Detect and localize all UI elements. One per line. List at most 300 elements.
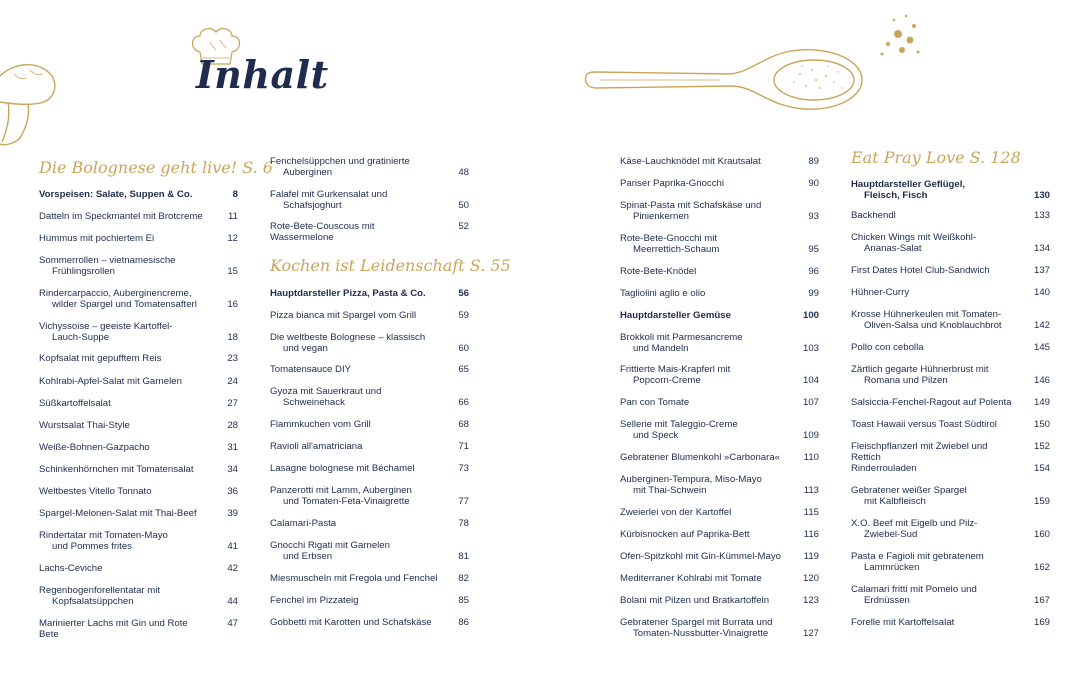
entry-title-line: Tagliolini aglio e olio (620, 288, 706, 299)
page-number: 159 (1033, 496, 1050, 507)
toc-entry (620, 397, 819, 408)
entry-title-line: Weltbestes Vitello Tonnato (39, 486, 152, 497)
toc-entry (620, 529, 819, 540)
toc-entry (39, 211, 238, 222)
entry-title-line: Fleischpflanzerl mit Zwiebel und Rettich (851, 441, 988, 463)
entry-title-line: Hauptdarsteller Geflügel, (851, 179, 966, 190)
entry-title (39, 464, 238, 475)
entry-title (620, 200, 819, 222)
toc-entry (270, 463, 469, 474)
entry-title-line: Rote-Bete-Couscous mit Wassermelone (270, 221, 375, 243)
bubbles-icon (872, 10, 928, 66)
toc-entry (39, 530, 238, 552)
toc-entry (270, 386, 469, 408)
entry-title-line: Gebratener Blumenkohl »Carbonara« (620, 452, 780, 463)
entry-title (270, 573, 469, 584)
entry-title-line: Chicken Wings mit Weißkohl- (851, 232, 977, 243)
mushroom-icon (0, 54, 60, 149)
page-number: 11 (228, 211, 238, 222)
page-number: 95 (808, 244, 819, 255)
toc-entry (270, 485, 469, 507)
entry-title (620, 233, 819, 255)
page-number: 119 (803, 551, 819, 562)
entry-title (39, 353, 238, 364)
toc-chapter (270, 288, 469, 299)
section-heading: Die Bolognese geht live! S. 6 (39, 158, 273, 177)
toc-entry (39, 585, 238, 607)
page-number: 56 (458, 288, 469, 299)
toc-entry (270, 310, 469, 321)
entry-title-line: und Tomaten-Feta-Vinaigrette (283, 496, 410, 507)
entry-title (39, 420, 238, 431)
entry-title-line: Hauptdarsteller Pizza, Pasta & Co. (270, 288, 426, 299)
entry-title-line: Frittierte Mais-Krapferl mit (620, 364, 731, 375)
entry-title-line: Ofen-Spitzkohl mit Gin-Kümmel-Mayo (620, 551, 782, 562)
entry-title-line: Hummus mit pochiertem Ei (39, 233, 155, 244)
entry-title-line: Tomatensauce DIY (270, 364, 352, 375)
entry-title-line: Rindertatar mit Tomaten-Mayo (39, 530, 168, 541)
entry-title-line: Rindercarpaccio, Auberginencreme, (39, 288, 192, 299)
entry-title (851, 287, 1050, 298)
entry-title (270, 288, 469, 299)
page-number: 133 (1033, 210, 1050, 221)
toc-entry (851, 287, 1050, 298)
page-number: 137 (1033, 265, 1050, 276)
page-number: 162 (1033, 562, 1050, 573)
entry-title-line: Hühner-Curry (851, 287, 910, 298)
toc-entry (39, 233, 238, 244)
entry-title-line: und Erbsen (283, 551, 333, 562)
entry-title-line: Datteln im Speckmantel mit Brotcreme (39, 211, 203, 222)
entry-title-line: Frühlingsrollen (52, 266, 115, 277)
toc-entry (620, 332, 819, 354)
entry-title (39, 288, 238, 310)
toc-entry (270, 441, 469, 452)
entry-title (270, 518, 469, 529)
toc-entry (39, 353, 238, 364)
entry-title-line: Ravioli all'amatriciana (270, 441, 363, 452)
entry-title (620, 397, 819, 408)
toc-entry (851, 518, 1050, 540)
entry-title-line: und Pommes frites (52, 541, 132, 552)
page-number: 24 (227, 376, 238, 387)
toc-entry (270, 156, 469, 178)
entry-title-line: Pollo con cebolla (851, 342, 924, 353)
entry-title (851, 518, 1050, 540)
entry-title-line: Gyoza mit Sauerkraut und (270, 386, 382, 397)
toc-entry (39, 508, 238, 519)
page-number: 66 (458, 397, 469, 408)
page-number: 89 (808, 156, 819, 167)
entry-title-line: Gebratener Spargel mit Burrata und (620, 617, 773, 628)
page-number: 154 (1033, 463, 1050, 474)
toc-entry (851, 342, 1050, 353)
entry-title (39, 618, 238, 640)
page-number: 109 (802, 430, 819, 441)
toc-entry (851, 551, 1050, 573)
entry-title-line: Rote-Bete-Knödel (620, 266, 697, 277)
entry-title (620, 529, 819, 540)
entry-title-line: Kohlrabi-Apfel-Salat mit Garnelen (39, 376, 182, 387)
page-number: 23 (227, 353, 238, 364)
entry-title-line: Backhendl (851, 210, 896, 221)
toc-entry (39, 486, 238, 497)
page-number: 145 (1033, 342, 1050, 353)
page-number: 103 (802, 343, 819, 354)
toc-entry (620, 233, 819, 255)
toc-entry (270, 573, 469, 584)
toc-entry (620, 507, 819, 518)
entry-title (620, 595, 819, 606)
toc-entry (39, 398, 238, 409)
entry-title-line: Fleisch, Fisch (864, 190, 928, 201)
toc-entry (851, 232, 1050, 254)
entry-title-line: Gobbetti mit Karotten und Schafskäse (270, 617, 432, 628)
entry-title (270, 332, 469, 354)
page-number: 18 (227, 332, 238, 343)
entry-title-line: Mediterraner Kohlrabi mit Tomate (620, 573, 762, 584)
page-number: 77 (458, 496, 469, 507)
entry-title-line: Kopfsalat mit gepufftem Reis (39, 353, 162, 364)
page-number: 134 (1033, 243, 1050, 254)
entry-title-line: Calamari fritti mit Pomelo und (851, 584, 977, 595)
entry-title (270, 617, 469, 628)
entry-title-line: Rote-Bete-Gnocchi mit (620, 233, 718, 244)
entry-title (851, 617, 1050, 628)
entry-title-line: mit Thai-Schwein (633, 485, 707, 496)
toc-entry (620, 551, 819, 562)
entry-title-line: Auberginen (283, 167, 333, 178)
page-number: 167 (1033, 595, 1050, 606)
page-number: 152 (1033, 441, 1050, 452)
entry-title (39, 376, 238, 387)
entry-title-line: Spinat-Pasta mit Schafskäse und (620, 200, 762, 211)
entry-title-line: Panzerotti mit Lamm, Auberginen (270, 485, 412, 496)
entry-title-line: Calamari-Pasta (270, 518, 337, 529)
page-number: 48 (458, 167, 469, 178)
page-number: 90 (808, 178, 819, 189)
page-number: 36 (227, 486, 238, 497)
entry-title (270, 540, 469, 562)
page-number: 160 (1033, 529, 1050, 540)
entry-title (270, 485, 469, 507)
toc-entry (270, 617, 469, 628)
entry-title (39, 398, 238, 409)
entry-title-line: Tomaten-Nussbutter-Vinaigrette (633, 628, 769, 639)
entry-title (851, 342, 1050, 353)
entry-title-line: Ananas-Salat (864, 243, 922, 254)
entry-title (39, 321, 238, 343)
toc-entry (270, 221, 469, 243)
entry-title-line: Schafsjoghurt (283, 200, 342, 211)
toc-entry (270, 364, 469, 375)
page-number: 52 (458, 221, 469, 232)
entry-title-line: Kürbisnocken auf Paprika-Bett (620, 529, 750, 540)
entry-title-line: Lasagne bolognese mit Béchamel (270, 463, 415, 474)
page-number: 140 (1033, 287, 1050, 298)
entry-title (39, 530, 238, 552)
entry-title-line: Krosse Hühnerkeulen mit Tomaten- (851, 309, 1002, 320)
toc-entry (270, 189, 469, 211)
section-heading: Eat Pray Love S. 128 (851, 148, 1021, 167)
toc-entry (620, 474, 819, 496)
entry-title (620, 573, 819, 584)
toc-entry (851, 210, 1050, 221)
entry-title-line: Hauptdarsteller Gemüse (620, 310, 731, 321)
entry-title-line: Fenchel im Pizzateig (270, 595, 359, 606)
toc-entry (39, 255, 238, 277)
toc-entry (270, 540, 469, 562)
toc-entry (851, 419, 1050, 430)
entry-title-line: Pinienkernen (633, 211, 690, 222)
entry-title-line: Sellerie mit Taleggio-Creme (620, 419, 738, 430)
page-number: 150 (1033, 419, 1050, 430)
toc-entry (851, 584, 1050, 606)
entry-title (851, 463, 1050, 474)
entry-title-line: Schinkenhörnchen mit Tomatensalat (39, 464, 194, 475)
toc-entry (620, 178, 819, 189)
toc-entry (39, 442, 238, 453)
page-number: 27 (227, 398, 238, 409)
entry-title-line: Pizza bianca mit Spargel vom Grill (270, 310, 417, 321)
toc-entry (620, 156, 819, 167)
page-number: 123 (802, 595, 819, 606)
entry-title-line: Pan con Tomate (620, 397, 690, 408)
entry-title-line: Zwiebel-Sud (864, 529, 918, 540)
entry-title-line: Spargel-Melonen-Salat mit Thai-Beef (39, 508, 197, 519)
toc-entry (39, 376, 238, 387)
entry-title-line: Salsiccia-Fenchel-Ragout auf Polenta (851, 397, 1012, 408)
entry-title (851, 441, 1050, 463)
page-number: 99 (808, 288, 819, 299)
entry-title-line: Forelle mit Kartoffelsalat (851, 617, 955, 628)
entry-title-line: Vichyssoise – geeiste Kartoffel- (39, 321, 173, 332)
page-number: 107 (802, 397, 819, 408)
entry-title (270, 463, 469, 474)
toc-entry (620, 573, 819, 584)
entry-title-line: Käse-Lauchknödel mit Krautsalat (620, 156, 761, 167)
entry-title-line: Lammrücken (864, 562, 920, 573)
entry-title-line: Falafel mit Gurkensalat und (270, 189, 388, 200)
page-number: 104 (802, 375, 819, 386)
page-number: 42 (227, 563, 238, 574)
entry-title-line: First Dates Hotel Club-Sandwich (851, 265, 990, 276)
page-number: 12 (227, 233, 238, 244)
entry-title (851, 210, 1050, 221)
toc-entry (851, 265, 1050, 276)
entry-title (851, 232, 1050, 254)
entry-title-line: Pariser Paprika-Gnocchi (620, 178, 724, 189)
page-number: 86 (458, 617, 469, 628)
page-number: 93 (808, 211, 819, 222)
page-number: 142 (1033, 320, 1050, 331)
entry-title (620, 310, 819, 321)
page-number: 116 (803, 529, 819, 540)
toc-entry (851, 364, 1050, 386)
toc-entry (39, 321, 238, 343)
entry-title (620, 266, 819, 277)
page-number: 78 (458, 518, 469, 529)
toc-entry (620, 419, 819, 441)
entry-title (620, 419, 819, 441)
page-number: 68 (458, 419, 469, 430)
page-number: 73 (458, 463, 469, 474)
entry-title (620, 452, 819, 463)
entry-title (620, 617, 819, 639)
toc-entry (620, 364, 819, 386)
entry-title-line: Pasta e Fagioli mit gebratenem (851, 551, 984, 562)
entry-title (851, 397, 1050, 408)
page-number: 47 (227, 618, 238, 629)
entry-title (270, 189, 469, 211)
entry-title (39, 508, 238, 519)
toc-entry (620, 452, 819, 463)
page-number: 127 (802, 628, 819, 639)
entry-title-line: und vegan (283, 343, 328, 354)
entry-title-line: Bolani mit Pilzen und Bratkartoffeln (620, 595, 770, 606)
toc-entry (39, 563, 238, 574)
entry-title-line: Weiße-Bohnen-Gazpacho (39, 442, 150, 453)
entry-title (270, 441, 469, 452)
page-number: 8 (232, 189, 238, 200)
toc-entry (620, 200, 819, 222)
entry-title (851, 364, 1050, 386)
entry-title-line: Lachs-Ceviche (39, 563, 103, 574)
page-number: 28 (227, 420, 238, 431)
page-title: Inhalt (196, 52, 329, 97)
entry-title (270, 221, 469, 243)
toc-entry (851, 309, 1050, 331)
entry-title (851, 419, 1050, 430)
entry-title (620, 332, 819, 354)
page-number: 146 (1033, 375, 1050, 386)
entry-title (39, 211, 238, 222)
toc-entry (39, 288, 238, 310)
page-number: 44 (227, 596, 238, 607)
page-number: 149 (1033, 397, 1050, 408)
page-number: 81 (458, 551, 469, 562)
page-number: 39 (227, 508, 238, 519)
entry-title-line: Süßkartoffelsalat (39, 398, 111, 409)
entry-title-line: Wurstsalat Thai-Style (39, 420, 130, 431)
page-number: 96 (808, 266, 819, 277)
toc-entry (851, 463, 1050, 474)
page-number: 82 (458, 573, 469, 584)
entry-title (270, 595, 469, 606)
entry-title (851, 551, 1050, 573)
toc-entry (270, 332, 469, 354)
entry-title-line: Erdnüssen (864, 595, 910, 606)
page-number: 41 (227, 541, 238, 552)
entry-title (620, 364, 819, 386)
toc-chapter (851, 179, 1050, 201)
entry-title (39, 255, 238, 277)
wooden-spoon-icon (580, 42, 870, 122)
toc-entry (620, 595, 819, 606)
page-number: 59 (458, 310, 469, 321)
entry-title-line: Toast Hawaii versus Toast Südtirol (851, 419, 997, 430)
entry-title-line: Auberginen-Tempura, Miso-Mayo (620, 474, 762, 485)
page-number: 15 (227, 266, 238, 277)
toc-chapter (39, 189, 238, 200)
entry-title-line: und Speck (633, 430, 679, 441)
entry-title-line: Zärtlich gegarte Hühnerbrust mit (851, 364, 989, 375)
toc-entry (851, 617, 1050, 628)
entry-title-line: Schweinehack (283, 397, 345, 408)
entry-title-line: Popcorn-Creme (633, 375, 701, 386)
entry-title (620, 178, 819, 189)
toc-chapter (620, 310, 819, 321)
entry-title-line: mit Kalbfleisch (864, 496, 926, 507)
toc-entry (620, 266, 819, 277)
entry-title (620, 474, 819, 496)
entry-title-line: Vorspeisen: Salate, Suppen & Co. (39, 189, 193, 200)
entry-title-line: Regenbogenforellentatar mit (39, 585, 161, 596)
page-number: 169 (1033, 617, 1050, 628)
entry-title (270, 386, 469, 408)
entry-title-line: Flammkuchen vom Grill (270, 419, 371, 430)
entry-title-line: Miesmuscheln mit Fregola und Fenchel (270, 573, 438, 584)
entry-title (851, 265, 1050, 276)
entry-title (620, 507, 819, 518)
entry-title-line: Gebratener weißer Spargel (851, 485, 967, 496)
page-number: 100 (802, 310, 819, 321)
toc-entry (39, 464, 238, 475)
toc-entry (39, 618, 238, 640)
entry-title (851, 309, 1050, 331)
page-number: 16 (227, 299, 238, 310)
toc-entry (620, 617, 819, 639)
entry-title-line: X.O. Beef mit Eigelb und Pilz- (851, 518, 978, 529)
entry-title-line: Marinierter Lachs mit Gin und Rote Bete (39, 618, 188, 640)
entry-title-line: Meerrettich-Schaum (633, 244, 720, 255)
entry-title (270, 419, 469, 430)
entry-title (270, 156, 469, 178)
entry-title-line: wilder Spargel und Tomatensafterl (52, 299, 197, 310)
toc-entry (270, 518, 469, 529)
entry-title-line: Zweierlei von der Kartoffel (620, 507, 732, 518)
section-heading: Kochen ist Leidenschaft S. 55 (270, 256, 511, 275)
entry-title-line: Fenchelsüppchen und gratinierte (270, 156, 410, 167)
entry-title (620, 551, 819, 562)
toc-entry (39, 420, 238, 431)
page-number: 110 (803, 452, 819, 463)
page-number: 113 (803, 485, 819, 496)
entry-title (39, 189, 238, 200)
entry-title-line: Kopfsalatsüppchen (52, 596, 134, 607)
toc-entry (270, 595, 469, 606)
page-number: 34 (227, 464, 238, 475)
toc-entry (620, 288, 819, 299)
entry-title-line: Gnocchi Rigati mit Garnelen (270, 540, 390, 551)
page-number: 130 (1033, 190, 1050, 201)
entry-title (39, 585, 238, 607)
page-number: 65 (458, 364, 469, 375)
entry-title-line: Rinderrouladen (851, 463, 917, 474)
entry-title-line: Brokkoli mit Parmesancreme (620, 332, 743, 343)
entry-title-line: Die weltbeste Bolognese – klassisch (270, 332, 426, 343)
entry-title-line: und Mandeln (633, 343, 689, 354)
page-number: 85 (458, 595, 469, 606)
toc-entry (851, 441, 1050, 463)
entry-title (39, 563, 238, 574)
entry-title (39, 233, 238, 244)
entry-title-line: Lauch-Suppe (52, 332, 110, 343)
entry-title (270, 310, 469, 321)
toc-entry (851, 397, 1050, 408)
page-number: 71 (458, 441, 469, 452)
entry-title (851, 485, 1050, 507)
